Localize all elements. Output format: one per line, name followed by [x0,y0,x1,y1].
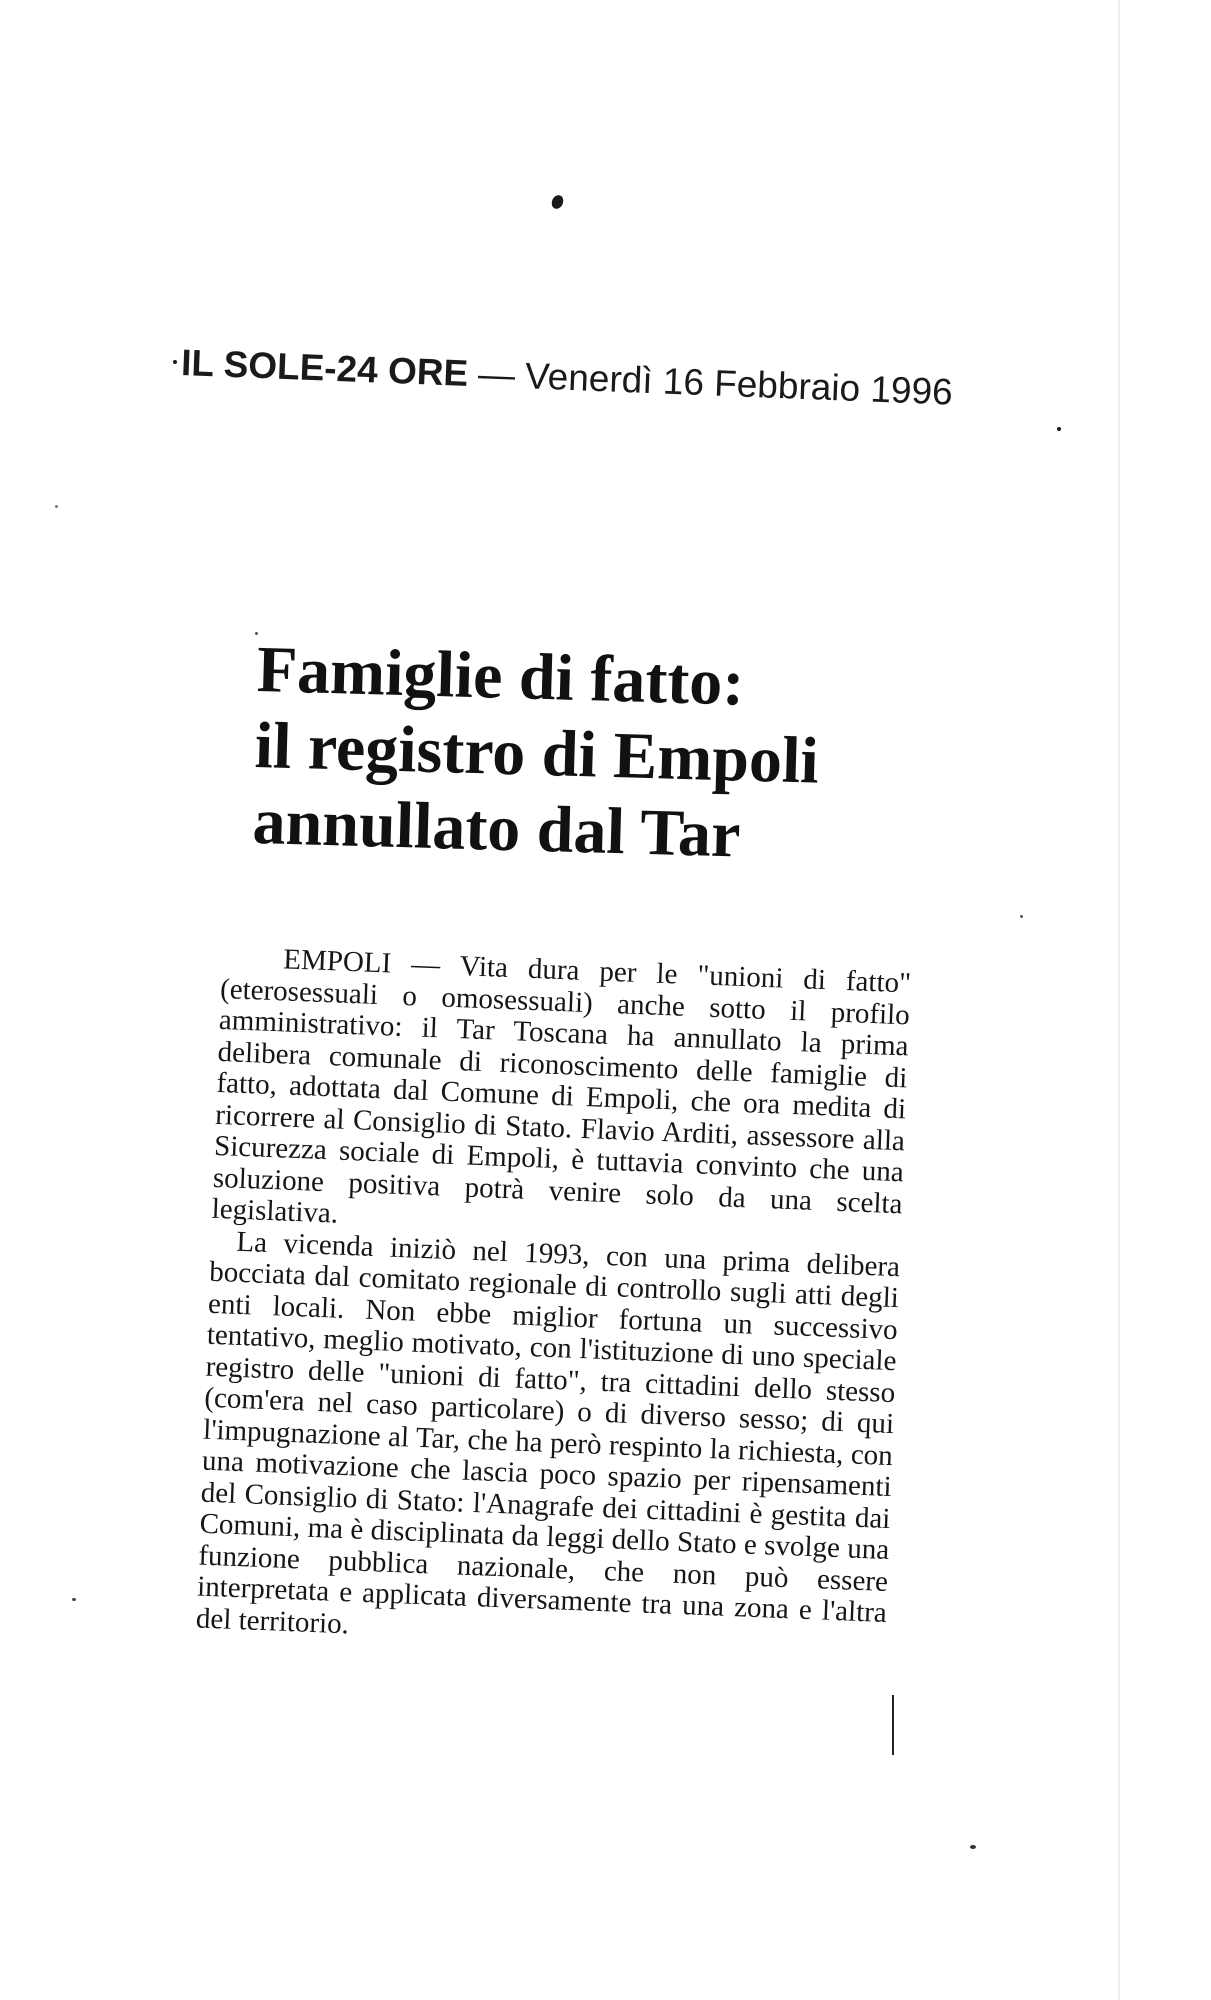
headline-line-1: Famiglie di fatto: [255,632,746,720]
headline-line-2: il registro di Empoli [253,708,820,798]
article-headline [252,632,978,880]
ink-speck [970,1845,976,1849]
margin-mark [892,1695,894,1755]
article-paragraph-1: EMPOLI — Vita dura per le "unioni di fatto" (eterosessuali o omosessuali) anche sotto il profilo amministrativo: il Tar Toscana ha annullato la prima delibera comunale di riconoscimento delle famiglie di fatto, adottata dal Comune di Empoli, che ora medita di ricorrere al Consiglio di Stato. Flavio Arditi, assessore alla Sicurezza sociale di Empoli, è tuttavia convinto che una soluzione positiva potrà venire solo da una scelta legislativa. [211,943,912,1230]
newspaper-name: IL SOLE-24 ORE [180,342,469,394]
masthead-separator: — [477,353,516,396]
ink-speck [550,193,566,210]
ink-speck [55,505,58,508]
scan-page-edge [1118,0,1120,2000]
article-body [195,942,911,1661]
ink-speck [1057,427,1061,431]
ink-speck [72,1598,76,1601]
publication-date: Venerdì 16 Febbraio 1996 [524,355,954,413]
article-paragraph-2: La vicenda iniziò nel 1993, con una prima delibera bocciata dal comitato regionale di controllo sugli atti degli enti locali. Non ebbe miglior fortuna un successivo tentativo, meglio motivato, con l'istituzione di uno speciale registro delle "unioni di fatto", tra cittadini dello stesso (com'era nel caso particolare) o di diverso sesso; di qui l'impugnazione al Tar, che ha però respinto la richiesta, con una motivazione che lascia poco spazio per ripensamenti del Consiglio di Stato: l'Anagrafe dei cittadini è gestita dai Comuni, ma è disciplinata da leggi dello Stato e svolge una funzione pubblica nazionale, che non può essere interpretata e applicata diversamente tra una zona e l'altra del territorio. [195,1225,901,1640]
ink-speck [173,360,177,364]
ink-speck [1020,915,1023,918]
headline-line-3: annullato dal Tar [251,784,742,872]
newspaper-masthead [180,342,1081,419]
